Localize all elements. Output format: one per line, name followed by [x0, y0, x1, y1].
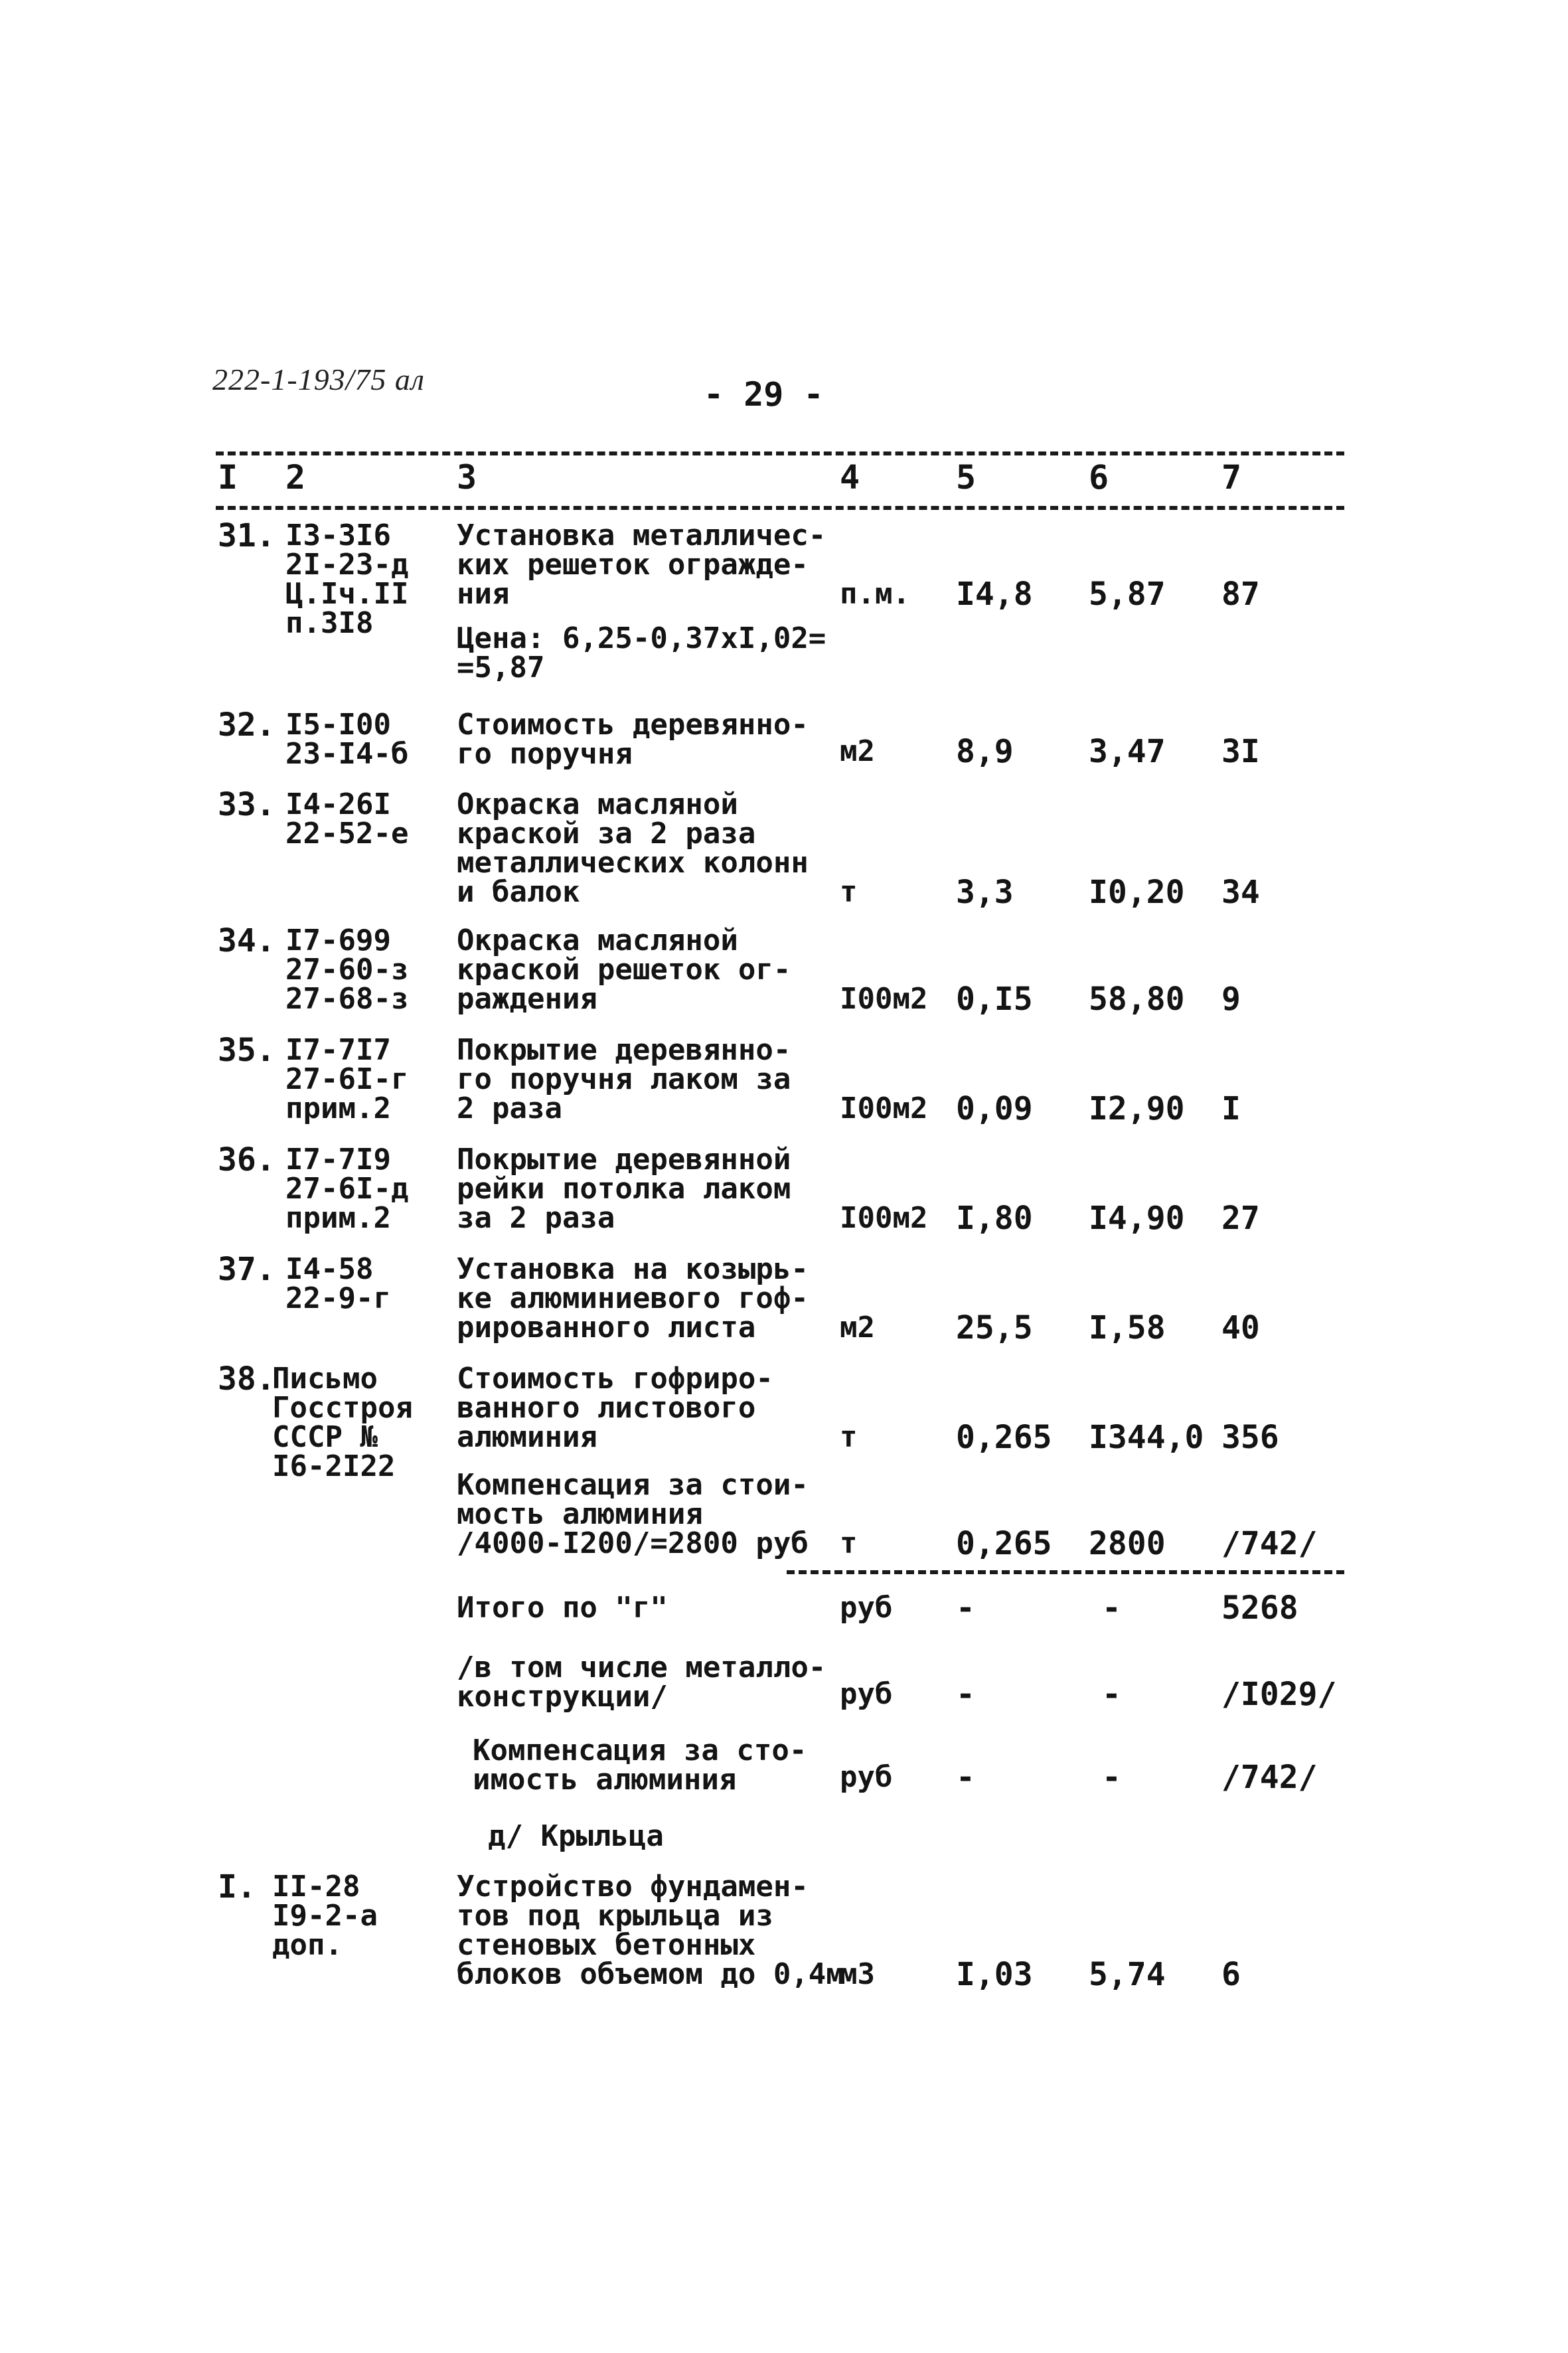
- column-header-7: 7: [1221, 458, 1242, 497]
- row-total: 9: [1221, 981, 1241, 1018]
- totals-unit: руб: [840, 1591, 893, 1625]
- column-header-4: 4: [840, 458, 860, 497]
- row-quantity: 0,09: [956, 1090, 1033, 1127]
- row-quantity: I,03: [956, 1956, 1033, 1993]
- totals-quantity: -: [956, 1759, 975, 1796]
- price-note: Цена: 6,25-0,37хI,02= =5,87: [457, 621, 826, 685]
- column-header-6: 6: [1089, 458, 1109, 497]
- row-unit: I00м2: [840, 1092, 928, 1125]
- totals-price: -: [1102, 1759, 1121, 1796]
- row-description: Устройство фундамен- тов под крыльца из стеновых бетонных блоков объемом до 0,4м: [457, 1870, 844, 1991]
- totals-total: /742/: [1221, 1759, 1318, 1796]
- row-number: 38.: [218, 1360, 275, 1398]
- totals-description: /в том числе металло- конструкции/: [457, 1651, 826, 1714]
- row-number: 33.: [218, 786, 275, 823]
- row-quantity: 0,265: [956, 1419, 1052, 1456]
- row-unit: I00м2: [840, 982, 928, 1016]
- row-total: 6: [1221, 1956, 1241, 1993]
- row-reference: I3-3I6 2I-23-д Ц.Iч.II п.3I8: [285, 519, 409, 640]
- compensation-description: Компенсация за стои- мость алюминия /4000-I200/=2800 руб: [457, 1468, 809, 1560]
- header-bottom-rule: [216, 506, 1344, 510]
- row-total: 27: [1221, 1200, 1260, 1237]
- row-unit: п.м.: [840, 577, 910, 611]
- row-description: Покрытие деревянной рейки потолка лаком за 2 раза: [457, 1143, 791, 1235]
- column-header-2: 2: [285, 458, 306, 497]
- row-reference: I5-I00 23-I4-б: [285, 708, 409, 771]
- totals-quantity: -: [956, 1676, 975, 1713]
- row-number: 35.: [218, 1032, 275, 1069]
- row-description: Окраска масляной краской решеток ог- раждения: [457, 924, 791, 1016]
- section-title: д/ Крыльца: [488, 1819, 664, 1853]
- row-number: 32.: [218, 706, 275, 744]
- compensation-unit: т: [840, 1526, 858, 1560]
- row-quantity: 3,3: [956, 874, 1014, 911]
- row-description: Установка на козырь- ке алюминиевого гоф- рированного листа: [457, 1252, 809, 1344]
- row-total: 3I: [1221, 733, 1260, 770]
- row-unit: м2: [840, 734, 875, 768]
- row-price: 5,74: [1089, 1956, 1166, 1993]
- row-total: 40: [1221, 1309, 1260, 1346]
- row-number: 31.: [218, 517, 275, 554]
- row-description: Окраска масляной краской за 2 раза металлических колонн и балок: [457, 787, 809, 909]
- compensation-price: 2800: [1089, 1525, 1166, 1562]
- totals-price: -: [1102, 1589, 1121, 1627]
- row-unit: I00м2: [840, 1201, 928, 1235]
- row-quantity: 0,I5: [956, 981, 1033, 1018]
- row-unit: т: [840, 875, 858, 909]
- row-price: I4,90: [1089, 1200, 1185, 1237]
- compensation-total: /742/: [1221, 1525, 1318, 1562]
- row-price: I,58: [1089, 1309, 1166, 1346]
- row-total: 356: [1221, 1419, 1279, 1456]
- row-quantity: I4,8: [956, 576, 1033, 613]
- row-number: 37.: [218, 1251, 275, 1288]
- row-reference: I7-7I9 27-6I-д прим.2: [285, 1143, 409, 1235]
- row-unit: м2: [840, 1311, 875, 1344]
- row-quantity: I,80: [956, 1200, 1033, 1237]
- compensation-quantity: 0,265: [956, 1525, 1052, 1562]
- row-number: 34.: [218, 922, 275, 959]
- row-reference: II-28 I9-2-а доп.: [272, 1870, 378, 1962]
- row-total: 87: [1221, 576, 1260, 613]
- page-number: - 29 -: [704, 375, 824, 414]
- totals-description: Компенсация за сто- имость алюминия: [473, 1734, 807, 1797]
- row-reference: I7-7I7 27-6I-г прим.2: [285, 1033, 409, 1125]
- table-top-rule: [216, 451, 1344, 455]
- totals-quantity: -: [956, 1589, 975, 1627]
- row-unit: т: [840, 1420, 858, 1454]
- totals-description: Итого по "г": [457, 1591, 668, 1625]
- column-header-5: 5: [956, 458, 977, 497]
- row-reference: Письмо Госстроя СССР № I6-2I22: [272, 1362, 413, 1483]
- row-number: 36.: [218, 1141, 275, 1178]
- column-header-1: I: [218, 458, 238, 497]
- column-header-3: 3: [457, 458, 477, 497]
- totals-total: 5268: [1221, 1589, 1298, 1627]
- totals-total: /I029/: [1221, 1676, 1337, 1713]
- row-price: 5,87: [1089, 576, 1166, 613]
- row-reference: I4-58 22-9-г: [285, 1252, 391, 1315]
- row-reference: I7-699 27-60-з 27-68-з: [285, 924, 409, 1016]
- row-reference: I4-26I 22-52-е: [285, 787, 409, 851]
- totals-unit: руб: [840, 1760, 893, 1794]
- row-price: I2,90: [1089, 1090, 1185, 1127]
- row-price: I0,20: [1089, 874, 1185, 911]
- row-description: Стоимость гофриро- ванного листового алюминия: [457, 1362, 773, 1454]
- row-price: 3,47: [1089, 733, 1166, 770]
- row-quantity: 25,5: [956, 1309, 1033, 1346]
- row-description: Покрытие деревянно- го поручня лаком за 2 раза: [457, 1033, 791, 1125]
- row-description: Стоимость деревянно- го поручня: [457, 708, 809, 771]
- row-description: Установка металличес- ких решеток огражде- ния: [457, 519, 826, 611]
- row-unit: м3: [840, 1957, 875, 1991]
- row-total: 34: [1221, 874, 1260, 911]
- totals-unit: руб: [840, 1677, 893, 1711]
- document-code: 222-1-193/75 ал: [212, 363, 425, 396]
- totals-price: -: [1102, 1676, 1121, 1713]
- row-quantity: 8,9: [956, 733, 1014, 770]
- row-price: 58,80: [1089, 981, 1185, 1018]
- row-total: I: [1221, 1090, 1241, 1127]
- subtotal-rule: [787, 1570, 1344, 1574]
- row-number: I.: [218, 1868, 256, 1906]
- row-price: I344,0: [1089, 1419, 1204, 1456]
